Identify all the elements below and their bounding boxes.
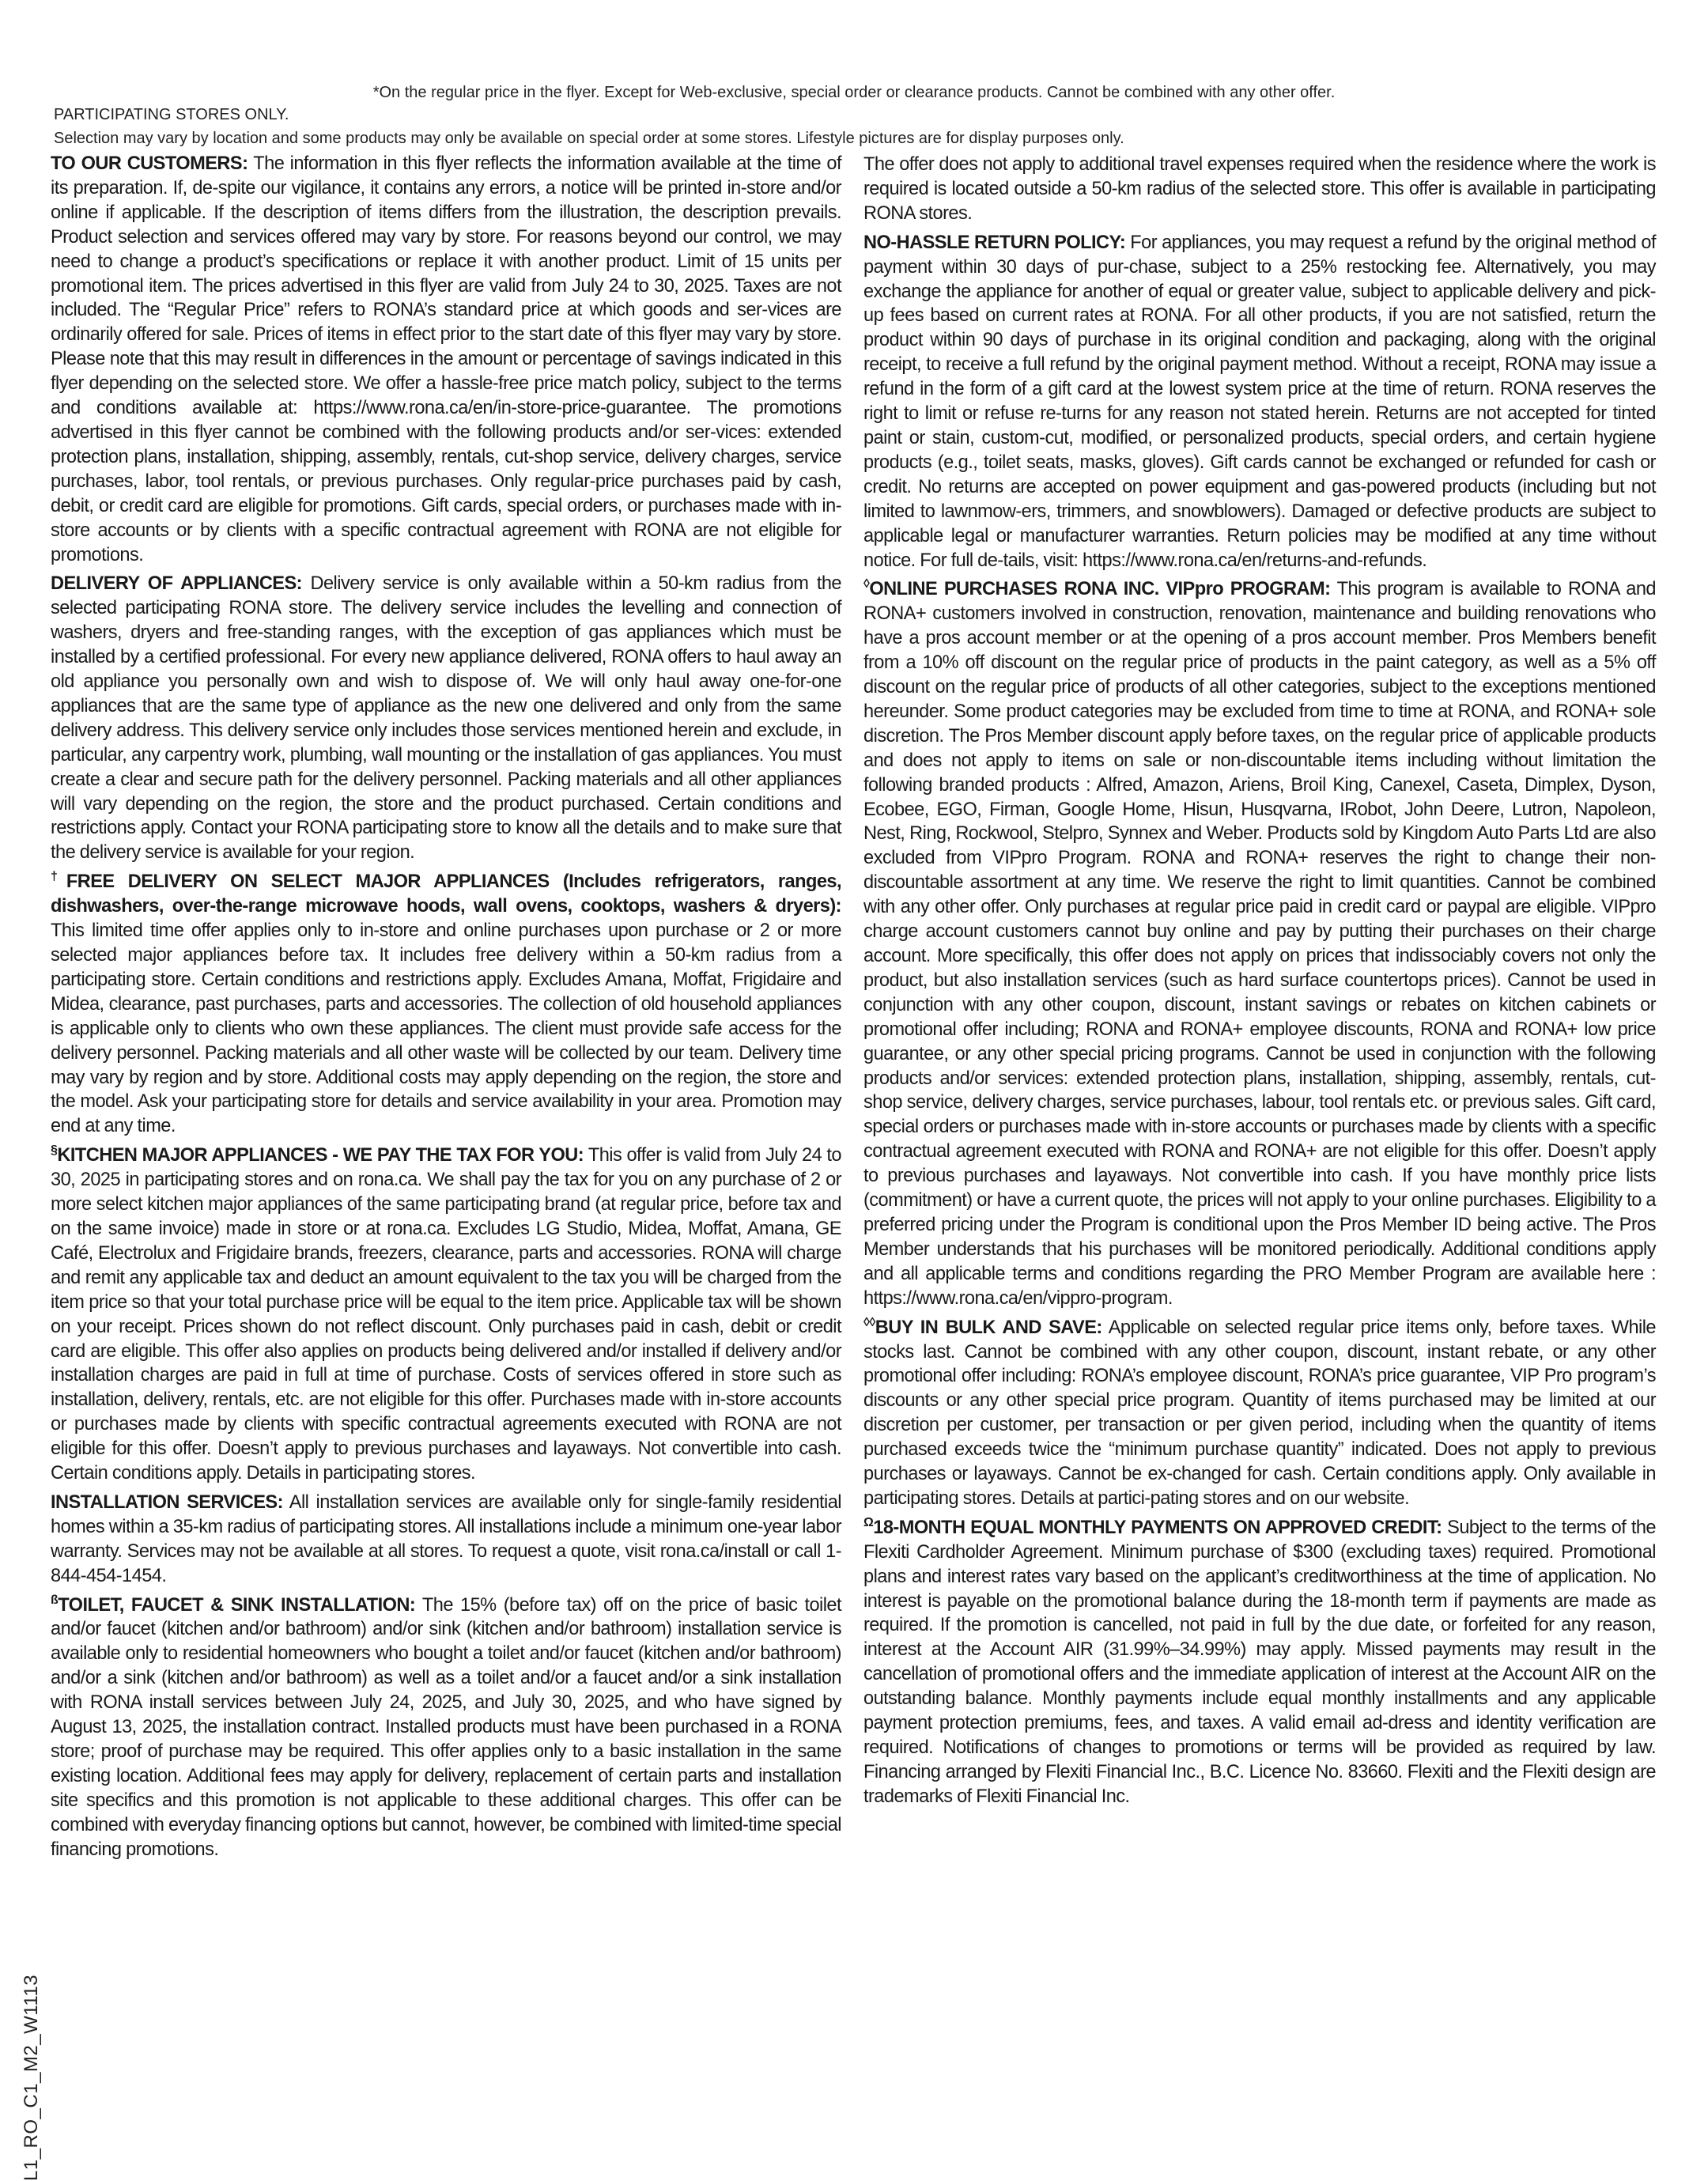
section-body: For appliances, you may request a refund by the original method of payment within 30 days of pur-chase, subject to a 25% restocking fee. Alternatively, you may exchange the appliance for another of equal or greater value, subject to applicable delivery and pick-up fees based on current rates at RONA. For all other products, if you are not satisfied, return the product within 90 days of purchase in its original condition and packaging, along with the original receipt, to receive a full refund by the original payment method. Without a receipt, RONA may issue a refund in the form of a gift card at the lowest system price at the time of return. RONA reserves the right to limit or refuse re-turns for any reason not stated herein. Returns are not accepted for tinted paint or stain, custom-cut, modified, or personalized products, special orders, and certain hygiene products (e.g., toilet seats, masks, gloves). Gift cards cannot be exchanged or refunded for cash or credit. No returns are accepted on power equipment and gas-powered products (including but not limited to lawnmow-ers, trimmers, and snowblowers). Damaged or defective products are subject to applicable legal or manufacturer warranties. Return policies may be modified at any time without notice. For full de-tails, visit: https://www.rona.ca/en/returns-and-refunds. (863, 232, 1656, 571)
section-heading: 18-MONTH EQUAL MONTHLY PAYMENTS ON APPROVED CREDIT: (873, 1517, 1442, 1538)
section-body: The information in this flyer reflects the information available at the time of its preparation. If, de-spite our vigilance, it contains any errors, a notice will be printed in-store and/or online if applicable. If the description of items differs from the illustration, the description prevails. Product selection and services offered may vary by store. For reasons beyond our control, we may need to change a product’s specifications or replace it with another product. Limit of 15 units per promotional item. The prices advertised in this flyer are valid from July 24 to 30, 2025. Taxes are not included. The “Regular Price” refers to RONA’s standard price at which goods and ser-vices are ordinarily offered for sale. Prices of items in effect prior to the start date of this flyer may vary by store. Please note that this may result in differences in the amount or percentage of savings indicated in this flyer depending on the selected store. We offer a hassle-free price match policy, subject to the terms and conditions available at: https://www.rona.ca/en/in-store-price-guarantee. The promotions advertised in this flyer cannot be combined with the following products and/or ser-vices: extended protection plans, installation, shipping, assembly, rentals, cut-shop service, delivery charges, service purchases, labor, tool rentals, or previous purchases. Only regular-price purchases paid by cash, debit, or credit card are eligible for promotions. Gift cards, special orders, or purchases made with in-store accounts or by clients with a specific contractual agreement with RONA are not eligible for promotions. (51, 153, 841, 565)
legal-section (863, 1516, 1656, 1809)
section-heading: TOILET, FAUCET & SINK INSTALLATION: (58, 1594, 416, 1616)
section-heading: DELIVERY OF APPLIANCES: (51, 573, 302, 595)
footnote-symbol: † (51, 870, 66, 884)
section-body: Delivery service is only available within a 50-km radius from the selected participating RONA store. The delivery service includes the levelling and connection of washers, dryers and free-standing ranges, with the exception of gas appliances which must be installed by a certified professional. For every new appliance delivered, RONA offers to haul away an old appliance you personally own and wish to dispose of. We will only haul away one-for-one appliances that are the same type of appliance as the new one delivered and only from the same delivery address. This delivery service only includes those services mentioned herein and exclude, in particular, any carpentry work, plumbing, wall mounting or the installation of gas appliances. You must create a clear and secure path for the delivery personnel. Packing materials and all other appliances will vary depending on the region, the store and the product purchased. Certain conditions and restrictions apply. Contact your RONA participating store to know all the details and to make sure that the delivery service is available for your region. (51, 573, 841, 864)
offer-footnote: *On the regular price in the flyer. Except for Web-exclusive, special order or clearance products. Cannot be combined with any other offer. (372, 84, 1336, 101)
section-body: This program is available to RONA and RONA+ customers involved in construction, renovation, maintenance and building renovations who have a pros account member or at the opening of a pros account member. Pros Members benefit from a 10% off discount on the regular price of products in the paint category, as well as a 5% off discount on the regular price of products of all other categories, subject to the exceptions mentioned hereunder. Some product categories may be excluded from time to time at RONA, and RONA+ sole discretion. The Pros Member discount apply before taxes, on the regular price of applicable products and does not apply to items on sale or non-discountable items including without limitation the following branded products : Alfred, Amazon, Ariens, Broil King, Canexel, Caseta, Dimplex, Dyson, Ecobee, EGO, Firman, Google Home, Hisun, Husqvarna, IRobot, John Deere, Lutron, Napoleon, Nest, Ring, Rockwool, Stelpro, Synnex and Weber. Products sold by Kingdom Auto Parts Ltd are also excluded from VIPpro Program. RONA and RONA+ reserves the right to change their non-discountable assortment at any time. We reserve the right to limit quantities. Cannot be combined with any other offer. Only purchases at regular price paid in credit card or paypal are eligible. VIPpro charge account customers cannot buy online and pay by putting their purchases on their charge account. More specifically, this offer does not apply on prices that indissociably covers not only the product, but also installation services (such as hard surface countertops prices). Cannot be used in conjunction with any other coupon, discount, instant savings or rebates on kitchen cabinets or promotional offer including; RONA and RONA+ employee discounts, RONA and RONA+ low price guarantee, or any other special pricing programs. Cannot be used in conjunction with the following products and/or services: extended protection plans, installation, shipping, assembly, rentals, cut-shop service, delivery charges, service purchases, labour, tool rentals etc. or previous sales. Gift card, special orders or purchases made with in-store accounts or purchases made by clients with a specific contractual agreement executed with RONA and RONA+ are not eligible for this offer. Doesn’t apply to previous purchases and layaways. Not convertible into cash. If you have monthly price lists (commitment) or have a current quote, the prices will not apply to your online purchases. Eligibility to a preferred pricing under the Program is conditional upon the Pros Member ID being active. The Pros Member understands that his purchases will be monitored periodically. Additional conditions apply and all applicable terms and conditions regarding the PRO Member Program are available here : https://www.rona.ca/en/vippro-program. (863, 579, 1656, 1309)
footnote-symbol: § (51, 1143, 58, 1158)
section-heading: INSTALLATION SERVICES: (51, 1491, 283, 1513)
section-body: All installation services are available only for single-family residential homes within a 35-km radius of participating stores. All installations include a minimum one-year labor warranty. Services may not be available at all stores. To request a quote, visit rona.ca/install or call 1-844-454-1454. (51, 1491, 841, 1586)
legal-section (51, 1593, 841, 1862)
section-heading: ONLINE PURCHASES RONA INC. VIPpro PROGRAM: (869, 579, 1331, 600)
legal-section (863, 577, 1656, 1310)
footnote-symbol: ◊ (863, 577, 870, 592)
section-heading: NO-HASSLE RETURN POLICY: (863, 232, 1126, 253)
legal-section (51, 152, 841, 567)
section-heading: FREE DELIVERY ON SELECT MAJOR APPLIANCES (Includes refrigerators, ranges, dishwashers, over-the-range microwave hoods, wall ovens, cooktops, washers & dryers): (51, 871, 841, 917)
legal-section (51, 1491, 841, 1589)
legal-section (863, 153, 1656, 226)
footnote-symbol: Ω (863, 1515, 874, 1529)
left-legal-column (51, 152, 841, 1867)
section-heading: KITCHEN MAJOR APPLIANCES - WE PAY THE TAX FOR YOU: (57, 1145, 584, 1166)
section-heading: TO OUR CUSTOMERS: (51, 153, 248, 174)
section-body: The offer does not apply to additional travel expenses required when the residence where the work is required is located outside a 50-km radius of the selected store. This offer is available in participating RONA stores. (863, 154, 1656, 224)
legal-section (863, 1316, 1656, 1511)
flyer-code: L1_RO_C1_M2_W1113 (21, 1974, 42, 2181)
footnote-symbol: ◊◊ (863, 1315, 875, 1329)
legal-section (51, 1143, 841, 1486)
section-body: This offer is valid from July 24 to 30, 2025 in participating stores and on rona.ca. We shall pay the tax for you on any purchase of 2 or more select kitchen major appliances of the same participating brand (at regular price, before tax and on the same invoice) made in store or at rona.ca. Excludes LG Studio, Midea, Moffat, Amana, GE Café, Electrolux and Frigidaire brands, freezers, clearance, parts and accessories. RONA will charge and remit any applicable tax and deduct an amount equivalent to the tax you will be charged from the item price so that your total purchase price will be equal to the item price. Applicable tax will be shown on your receipt. Prices shown do not reflect discount. Only purchases paid in cash, debit or credit card are eligible. This offer also applies on products being delivered and/or installed if delivery and/or installation charges are paid in full at time of purchase. Costs of services offered in store such as installation, delivery, rentals, etc. are not eligible for this offer. Purchases made with in-store accounts or purchases made by clients with specific contractual agreements executed with RONA are not eligible for this offer. Doesn’t apply to previous purchases and layaways. Not convertible into cash. Certain conditions apply. Details in participating stores. (51, 1145, 841, 1484)
participating-stores-note: PARTICIPATING STORES ONLY. (54, 106, 289, 123)
legal-section (51, 572, 841, 865)
section-heading: BUY IN BULK AND SAVE: (875, 1317, 1102, 1338)
legal-section (51, 870, 841, 1139)
section-body: Subject to the terms of the Flexiti Cardholder Agreement. Minimum purchase of $300 (excluding taxes) required. Promotional plans and interest rates vary based on the applicant’s creditworthiness at the time of application. No interest is payable on the promotional balance during the 18-month term if payments are made as required. If the promotion is cancelled, not paid in full by the due date, or forfeited for any reason, interest at the Account AIR (31.99%–34.99%) may apply. Missed payments may result in the cancellation of promotional offers and the immediate application of interest at the Account AIR on the outstanding balance. Monthly payments include equal monthly installments and any applicable payment protection premiums, fees, and taxes. A valid email ad-dress and identity verification are required. Notifications of changes to promotions or terms will be provided as required by law. Financing arranged by Flexiti Financial Inc., B.C. Licence No. 83660. Flexiti and the Flexiti design are trademarks of Flexiti Financial Inc. (863, 1517, 1657, 1807)
selection-disclaimer: Selection may vary by location and some products may only be available on special order at some stores. Lifestyle pictures are for display purposes only. (54, 130, 1124, 147)
right-legal-column (863, 153, 1656, 1814)
footnote-symbol: ß (51, 1593, 59, 1607)
section-body: The 15% (before tax) off on the price of basic toilet and/or faucet (kitchen and/or bathroom) and/or sink (kitchen and/or bathroom) installation service is available only to residential homeowners who bought a toilet and/or faucet (kitchen and/or bathroom) and/or a sink (kitchen and/or bathroom) as well as a toilet and/or a faucet and/or a sink installation with RONA install services between July 24, 2025, and July 30, 2025, and who have signed by August 13, 2025, the installation contract. Installed products must have been purchased in a RONA store; proof of purchase may be required. This offer applies only to a basic installation in the same existing location. Additional fees may apply for delivery, replacement of certain parts and installation site specifics and this promotion is not applicable to these additional charges. This offer can be combined with everyday financing options but cannot, however, be combined with limited-time special financing promotions. (51, 1594, 841, 1860)
section-body: This limited time offer applies only to in-store and online purchases upon purchase or 2 or more selected major appliances before tax. It includes free delivery within a 50-km radius from a participating store. Certain conditions and restrictions apply. Excludes Amana, Moffat, Frigidaire and Midea, clearance, past purchases, parts and accessories. The collection of old household appliances is applicable only to clients who own these appliances. The client must provide safe access for the delivery personnel. Packing materials and all other waste will be collected by our team. Delivery time may vary by region and by store. Additional costs may apply depending on the region, the store and the model. Ask your participating store for details and service availability in your area. Promotion may end at any time. (51, 920, 841, 1137)
section-body: Applicable on selected regular price items only, before taxes. While stocks last. Cannot be combined with any other coupon, discount, instant rebate, or any other promotional offer including: RONA’s employee discount, RONA’s price guarantee, VIP Pro program’s discounts or any other special price program. Quantity of items purchased may be limited at our discretion per customer, per transaction or per given period, including when the quantity of items purchased exceeds twice the “minimum purchase quantity” indicated. Does not apply to previous purchases or layaways. Cannot be ex-changed for cash. Certain conditions apply. Only available in participating stores. Details at partici-pating stores and on our website. (863, 1317, 1656, 1509)
legal-section (863, 231, 1656, 573)
